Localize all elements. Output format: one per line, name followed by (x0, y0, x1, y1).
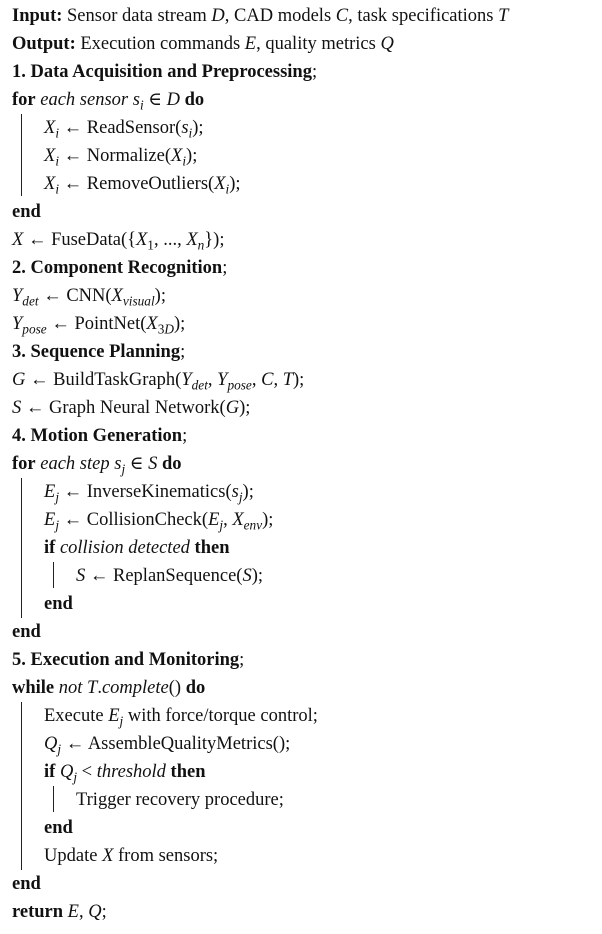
end-keyword: end (44, 818, 73, 838)
statement: $X_i$ ← $Normalize(X_i)$; (44, 146, 198, 169)
statement: $X_i$ ← $ReadSensor(s_i)$; (44, 118, 204, 141)
statement: $E_j$ ← $CollisionCheck(E_j$, $X_{env}$); (44, 510, 274, 533)
algo-input-line: Input: Sensor data stream D, CAD models C, task specifications T (12, 6, 509, 26)
output-label: Output: (12, 34, 76, 54)
for-loop-header: for each step $s_j$ ∈ S do (12, 454, 182, 477)
section-heading: 1. Data Acquisition and Preprocessing; (12, 62, 318, 82)
section-heading: 4. Motion Generation; (12, 426, 188, 446)
section-heading: 5. Execution and Monitoring; (12, 650, 245, 670)
section-heading: 3. Sequence Planning; (12, 342, 186, 362)
for-loop-header: for each sensor $s_i$ ∈ D do (12, 90, 205, 113)
statement: S ← Graph Neural Network(G); (12, 398, 251, 418)
statement: $Y_{pose}$ ← $PointNet(X_{3D})$; (12, 314, 186, 337)
input-label: Input: (12, 6, 63, 26)
statement: Trigger recovery procedure; (76, 790, 284, 810)
end-keyword: end (12, 202, 41, 222)
statement: $E_j$ ← $InverseKinematics(s_j)$; (44, 482, 254, 505)
return-statement: return E, Q; (12, 902, 107, 922)
statement: $Y_{det}$ ← $CNN(X_{visual})$; (12, 286, 166, 309)
statement: S ← ReplanSequence(S); (76, 566, 264, 586)
if-header: if collision detected then (44, 538, 230, 558)
end-keyword: end (44, 594, 73, 614)
end-keyword: end (12, 874, 41, 894)
statement: Execute $E_j$ with force/torque control; (44, 706, 318, 729)
statement: X ← $FuseData(\{X_1$, ..., $X_n$}); (12, 230, 225, 253)
statement: Update X from sensors; (44, 846, 219, 866)
while-loop-header: while not T.complete() do (12, 678, 206, 698)
statement: $X_i$ ← $RemoveOutliers(X_i)$; (44, 174, 241, 197)
if-header: if $Q_j$ < threshold then (44, 762, 206, 785)
end-keyword: end (12, 622, 41, 642)
statement: G ← $BuildTaskGraph(Y_{det}$, $Y_{pose}$, C, T); (12, 370, 305, 393)
algo-output-line: Output: Execution commands E, quality metrics Q (12, 34, 394, 54)
section-heading: 2. Component Recognition; (12, 258, 228, 278)
statement: $Q_j$ ← AssembleQualityMetrics(); (44, 734, 291, 757)
